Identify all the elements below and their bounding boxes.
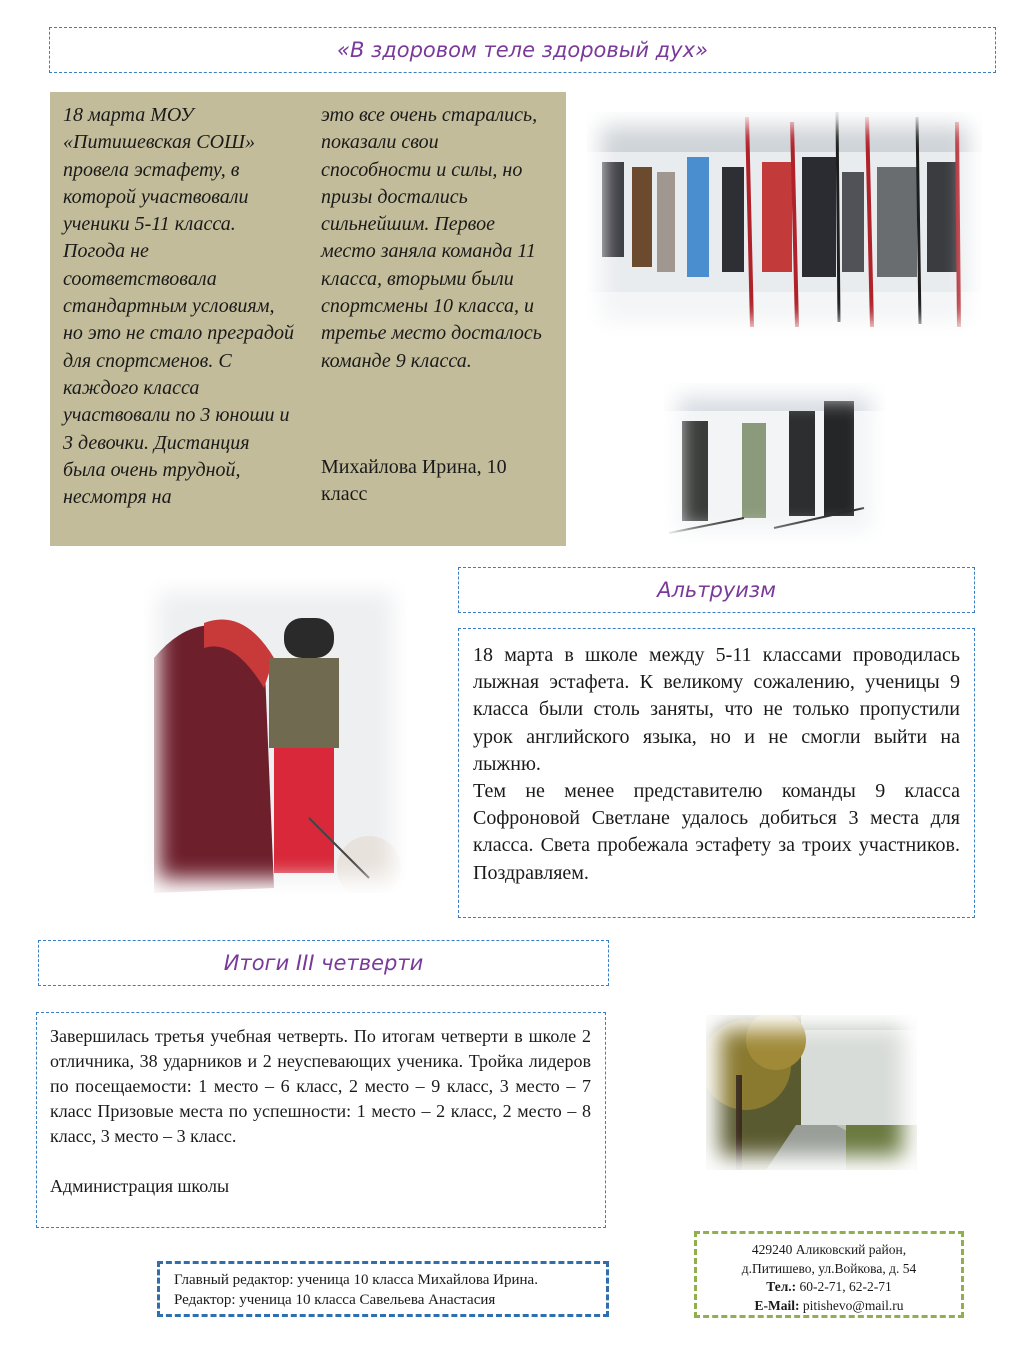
email-value[interactable]: pitishevo@mail.ru [802,1297,904,1313]
photo-school-building [706,1015,917,1170]
address-line: 429240 Аликовский район, [751,1242,907,1257]
photo-four-skiers [664,383,885,545]
section-title-box [49,27,996,73]
article-signature: Администрация школы [50,1176,230,1196]
article-paragraph: Завершилась третья учебная четверть. По итогам четверти в школе 2 отличника, 38 ударников и 2 неуспевающих ученика. Тройка лидеров по посещаемости: 1 место – 6 класс, 2 место – 9 класс, 3 место – 7 класс Призовые места по успешности: 1 место – 2 класс, 2 место – 8 класс, 3 место – 3 класс. [50,1026,591,1146]
article-altruism [458,628,975,918]
article-column-2: это все очень старались, показали свои способности и силы, но призы достались сильнейшим. Первое место заняла команда 11 класса, вторыми были спортсмены 10 класса, и третье место досталось команде 9 класса. [321,104,542,372]
section-title-box [458,567,975,613]
article-column-1: 18 марта МОУ «Питишевская СОШ» провела эстафету, в которой участвовали ученики 5-11 класса. Погода не соответствовала стандартным условиям, но это не стало преградой для спортсменов. С каждого класса участвовали по 3 юноши и 3 девочки. Дистанция была очень трудной, несмотря на [63,104,295,509]
editor-line: Главный редактор: ученица 10 класса Михайлова Ирина. [174,1272,538,1288]
article-paragraph: Тем не менее представителю команды 9 класса Софроновой Светлане удалось добиться 3 места для класса. Света пробежала эстафету за троих участников. Поздравляем. [473,780,960,884]
phone-line [701,1278,957,1297]
article-author: Михайлова Ирина, 10 класс [321,456,507,506]
email-label: E-Mail: [754,1297,800,1313]
contacts-box [694,1231,964,1318]
section-title: Итоги III четверти [223,951,424,975]
address-line: д.Питишево, ул.Войкова, д. 54 [741,1260,917,1276]
photo-skiers-group [587,112,982,336]
email-line [701,1297,957,1316]
article-quarter-results [36,1012,606,1228]
photo-girls-snow [144,578,407,893]
section-title: Альтруизм [657,578,776,602]
section-title: «В здоровом теле здоровый дух» [337,38,708,62]
editors-box [157,1261,609,1317]
editor-line: Редактор: ученица 10 класса Савельева Анастасия [174,1292,496,1308]
section-title-box [38,940,609,986]
phone-value: 60-2-71, 62-2-71 [799,1279,892,1294]
phone-label: Тел.: [766,1279,797,1294]
article-ski-relay [50,92,566,546]
article-paragraph: 18 марта в школе между 5-11 классами проводилась лыжная эстафета. К великому сожалению, ученицы 9 класса были столь заняты, что не только пропустили урок английского языка, но и не смогли выйти на лыжню. [473,644,960,775]
